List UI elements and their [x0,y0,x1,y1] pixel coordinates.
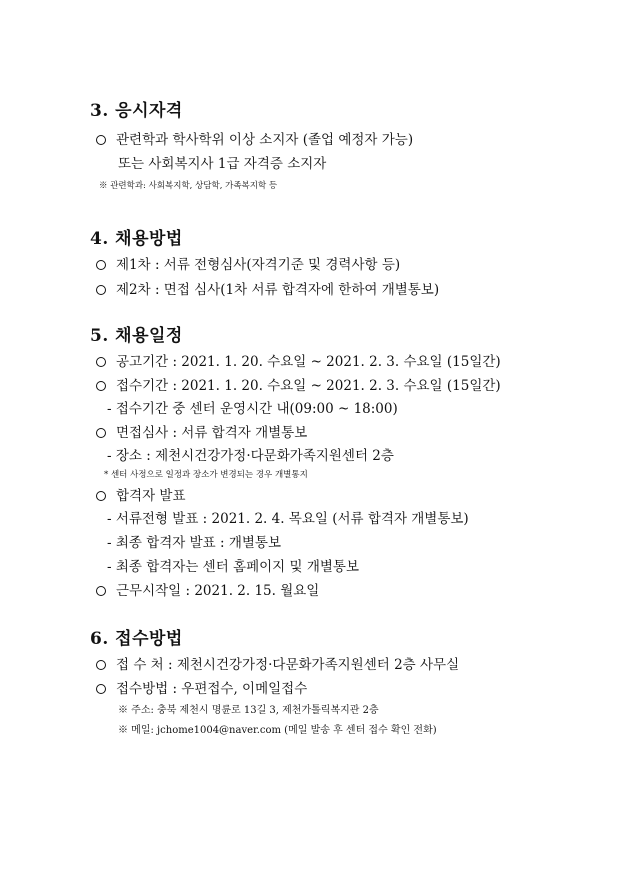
section-5-item-text: 공고기간 : 2021. 1. 20. 수요일 ~ 2021. 2. 3. 수요일 (15일간) [116,354,501,370]
circle-bullet-icon [96,428,106,438]
circle-bullet-icon [96,135,106,145]
circle-bullet-icon [96,357,106,367]
section-3-item [96,134,413,148]
section-4-item [96,284,439,298]
section-5-heading: 5. 채용일정 [90,326,183,346]
section-5-item [96,356,501,370]
section-5-item [96,427,307,441]
section-4-item-text: 제1차 : 서류 전형심사(자격기준 및 경력사항 등) [116,257,401,273]
section-5-item [96,585,319,599]
section-4-heading: 4. 채용방법 [90,229,183,249]
section-6-item-text: 접 수 처 : 제천시건강가정·다문화가족지원센터 2층 사무실 [116,657,460,673]
section-4-item-text: 제2차 : 면접 심사(1차 서류 합격자에 한하여 개별통보) [116,282,440,298]
section-6-item-text: 접수방법 : 우편접수, 이메일접수 [116,681,308,697]
circle-bullet-icon [96,684,106,694]
circle-bullet-icon [96,660,106,670]
section-5-sub-item: - 접수기간 중 센터 운영시간 내(09:00 ~ 18:00) [107,401,398,417]
section-6-note-email: ※ 메일: jchome1004@naver.com (메일 발송 후 센터 접수 확인 전화) [118,725,437,736]
section-5-item-text: 면접심사 : 서류 합격자 개별통보 [116,425,308,441]
section-5-item-text: 합격자 발표 [116,488,186,504]
section-5-item-text: 근무시작일 : 2021. 2. 15. 월요일 [116,583,320,599]
circle-bullet-icon [96,586,106,596]
circle-bullet-icon [96,491,106,501]
circle-bullet-icon [96,285,106,295]
section-5-item [96,490,186,504]
section-5-sub-item: - 장소 : 제천시건강가정·다문화가족지원센터 2층 [107,448,394,464]
section-5-sub-item: - 최종 합격자 발표 : 개별통보 [107,535,282,551]
section-4-item [96,259,400,273]
section-3-item-text: 관련학과 학사학위 이상 소지자 (졸업 예정자 가능) [116,132,414,148]
section-3-item-continuation: 또는 사회복지사 1급 자격증 소지자 [118,156,327,172]
section-5-sub-item: - 최종 합격자는 센터 홈페이지 및 개별통보 [107,559,360,575]
section-6-item [96,683,307,697]
section-5-item-text: 접수기간 : 2021. 1. 20. 수요일 ~ 2021. 2. 3. 수요일 (15일간) [116,378,501,394]
section-5-note: * 센터 사정으로 일정과 장소가 변경되는 경우 개별통지 [104,470,308,480]
section-3-note: ※ 관련학과: 사회복지학, 상담학, 가족복지학 등 [99,181,278,191]
section-6-note-address: ※ 주소: 충북 제천시 명륜로 13길 3, 제천가톨릭복지관 2층 [118,705,379,716]
section-3-heading: 3. 응시자격 [90,101,183,121]
section-6-item [96,659,459,673]
circle-bullet-icon [96,260,106,270]
section-5-item [96,380,501,394]
section-5-sub-item: - 서류전형 발표 : 2021. 2. 4. 목요일 (서류 합격자 개별통보) [107,511,469,527]
circle-bullet-icon [96,381,106,391]
section-6-heading: 6. 접수방법 [90,629,183,649]
